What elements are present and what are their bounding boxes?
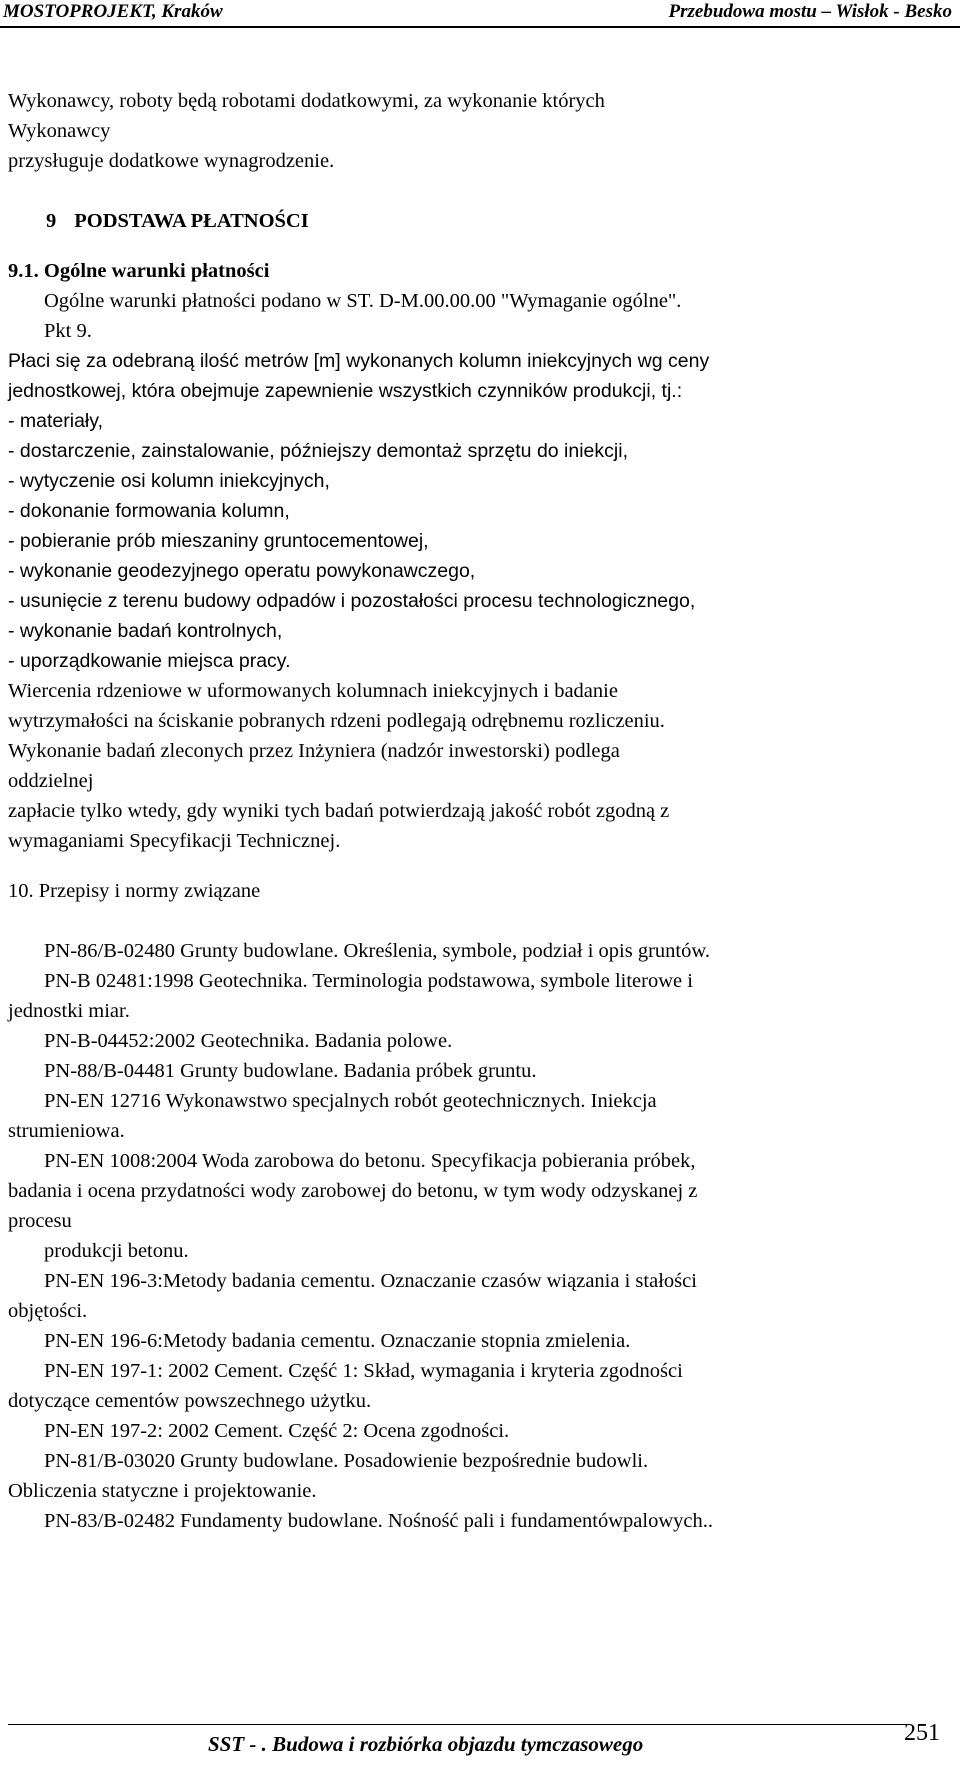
text-line: zapłacie tylko wtedy, gdy wyniki tych badań potwierdzają jakość robót zgodną z (8, 800, 670, 822)
list-item: - uporządkowanie miejsca pracy. (8, 650, 291, 672)
payment-items-list (8, 406, 952, 676)
section-9-heading (8, 206, 952, 236)
standard-line: PN-EN 1008:2004 Woda zarobowa do betonu. Specyfikacja pobierania próbek, (44, 1150, 696, 1172)
text-line: Wykonanie badań zleconych przez Inżyniera (nadzór inwestorski) podlega (8, 740, 620, 762)
section-10-heading: 10. Przepisy i normy związane (8, 880, 261, 902)
text-line: Wykonawcy, roboty będą robotami dodatkowymi, za wykonanie których (8, 90, 605, 112)
text-line: Wykonawcy (8, 120, 111, 142)
subsection-9-1-heading: 9.1. Ogólne warunki płatności (8, 260, 270, 282)
document-body (8, 86, 952, 1536)
page-header (0, 0, 960, 26)
footer-title: SST - . Budowa i rozbiórka objazdu tymczasowego (208, 1732, 644, 1756)
standard-line: jednostki miar. (8, 1000, 130, 1022)
text-line: wytrzymałości na ściskanie pobranych rdzeni podlegają odrębnemu rozliczeniu. (8, 710, 665, 732)
standard-line: PN-B-04452:2002 Geotechnika. Badania polowe. (44, 1030, 453, 1052)
pkt-reference: Pkt 9. (44, 320, 92, 342)
payment-scope (8, 346, 952, 676)
list-item: - wytyczenie osi kolumn iniekcyjnych, (8, 470, 330, 492)
intro-paragraph (8, 86, 952, 176)
text-line: Wiercenia rdzeniowe w uformowanych kolumnach iniekcyjnych i badanie (8, 680, 618, 702)
standard-line: PN-81/B-03020 Grunty budowlane. Posadowienie bezpośrednie budowli. (44, 1450, 649, 1472)
section-number: 9 (46, 210, 57, 232)
standard-line: PN-EN 196-6:Metody badania cementu. Oznaczanie stopnia zmielenia. (44, 1330, 631, 1352)
standard-line: produkcji betonu. (44, 1240, 189, 1262)
standard-line: strumieniowa. (8, 1120, 125, 1142)
header-company: MOSTOPROJEKT, Kraków (3, 1, 223, 22)
text-line: oddzielnej (8, 770, 94, 792)
standard-line: badania i ocena przydatności wody zarobowej do betonu, w tym wody odzyskanej z (8, 1180, 698, 1202)
standard-line: PN-83/B-02482 Fundamenty budowlane. Nośność pali i fundamentówpalowych.. (44, 1510, 714, 1532)
standard-line: procesu (8, 1210, 72, 1232)
standards-list (8, 936, 952, 1536)
text-line: Płaci się za odebraną ilość metrów [m] wykonanych kolumn iniekcyjnych wg ceny (8, 350, 710, 372)
standard-line: PN-EN 197-1: 2002 Cement. Część 1: Skład, wymagania i kryteria zgodności (44, 1360, 683, 1382)
standard-line: PN-86/B-02480 Grunty budowlane. Określenia, symbole, podział i opis gruntów. (44, 940, 710, 962)
header-rule (0, 26, 960, 28)
footer-rule (8, 1724, 908, 1725)
standard-line: PN-EN 197-2: 2002 Cement. Część 2: Ocena zgodności. (44, 1420, 510, 1442)
list-item: - usunięcie z terenu budowy odpadów i pozostałości procesu technologicznego, (8, 590, 696, 612)
standard-line: Obliczenia statyczne i projektowanie. (8, 1480, 317, 1502)
text-line: jednostkowej, która obejmuje zapewnienie wszystkich czynników produkcji, tj.: (8, 380, 683, 402)
header-project: Przebudowa mostu – Wisłok - Besko (668, 1, 952, 22)
list-item: - wykonanie geodezyjnego operatu powykonawczego, (8, 560, 476, 582)
list-item: - pobieranie prób mieszaniny gruntocementowej, (8, 530, 429, 552)
text-line: przysługuje dodatkowe wynagrodzenie. (8, 150, 335, 172)
list-item: - wykonanie badań kontrolnych, (8, 620, 283, 642)
list-item: - dokonanie formowania kolumn, (8, 500, 290, 522)
standard-line: dotyczące cementów powszechnego użytku. (8, 1390, 372, 1412)
standard-line: PN-88/B-04481 Grunty budowlane. Badania próbek gruntu. (44, 1060, 537, 1082)
list-item: - dostarczenie, zainstalowanie, późniejszy demontaż sprzętu do iniekcji, (8, 440, 628, 462)
section-title: PODSTAWA PŁATNOŚCI (74, 210, 309, 232)
standard-line: PN-EN 12716 Wykonawstwo specjalnych robót geotechnicznych. Iniekcja (44, 1090, 657, 1112)
page-footer (0, 1718, 960, 1766)
page-number: 251 (904, 1720, 940, 1746)
standard-line: objętości. (8, 1300, 88, 1322)
general-terms-text: Ogólne warunki płatności podano w ST. D-M.00.00.00 "Wymaganie ogólne". (44, 290, 682, 312)
payment-notes (8, 676, 952, 856)
standard-line: PN-EN 196-3:Metody badania cementu. Oznaczanie czasów wiązania i stałości (44, 1270, 697, 1292)
text-line: wymaganiami Specyfikacji Technicznej. (8, 830, 341, 852)
list-item: - materiały, (8, 410, 103, 432)
standard-line: PN-B 02481:1998 Geotechnika. Terminologia podstawowa, symbole literowe i (44, 970, 693, 992)
